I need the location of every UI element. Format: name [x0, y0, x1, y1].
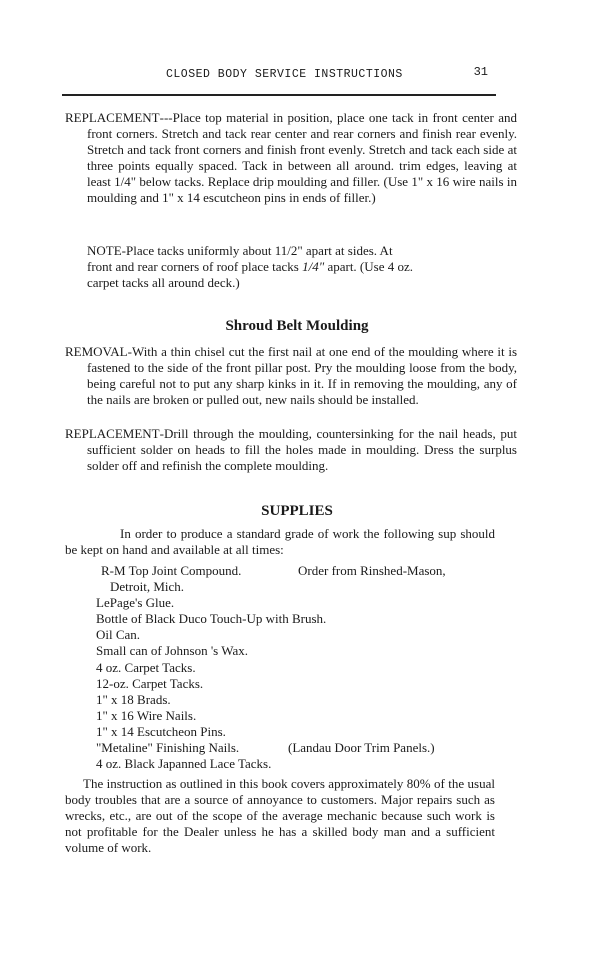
supplies-heading: SUPPLIES: [261, 503, 333, 519]
list-item: R-M Top Joint Compound. Order from Rinshed-Mason,: [101, 563, 446, 578]
replacement-text: ---Place top material in position, place one tack in front center and front corners. Stretch and tack rear center and rear corners and finish rear evenly. Stretch and tack front corners and finish front evenly. Stretch and tack each side at three points equally spaced. Tack in between all around. trim edges, leaving at least 1/4" below tacks. Replace drip moulding and filler. (Use 1" x 16 wire nails in moulding and 1" x 14 escutcheon pins in ends of filler.): [87, 110, 517, 206]
list-item: 4 oz. Black Japanned Lace Tacks.: [96, 756, 272, 772]
supplies-intro: In order to produce a standard grade of work the following sup should be kept on hand and available at all times:: [65, 526, 495, 558]
removal-paragraph: [65, 344, 517, 408]
list-item: 1" x 18 Brads.: [96, 691, 171, 707]
shroud-replacement-label: REPLACEMENT: [65, 426, 160, 441]
removal-label: REMOVAL: [65, 344, 128, 359]
note-line-3: carpet tacks all around deck.): [87, 275, 240, 290]
note-line-2a: front and rear corners of roof place tacks: [87, 259, 303, 274]
closing-paragraph: The instruction as outlined in this book covers approximately 80% of the usual body troubles that are a source of annoyance to customers. Major repairs such as wrecks, etc., are out of the scope of the average mechanic because such work is not profitable for the Dealer unless he has a skilled body man and a sufficient volume of work.: [65, 776, 495, 856]
list-item: Detroit, Mich.: [110, 579, 185, 595]
shroud-replacement-text: -Drill through the moulding, countersinking for the nail heads, put sufficient solder on heads to fill the holes made in moulding. Dress the surplus solder off and refinish the complete moulding.: [87, 426, 517, 474]
list-item: Oil Can.: [96, 627, 141, 643]
replacement-top-paragraph: [65, 110, 517, 207]
list-item: LePage's Glue.: [96, 595, 175, 611]
removal-text: -With a thin chisel cut the first nail at one end of the moulding where it is fastened to the side of the front pillar post. Pry the moulding loose from the body, being careful not to put any sharp kinks in it. If in removing the moulding, any of the nails are broken or pulled out, new nails should be installed.: [87, 344, 517, 408]
list-item-note: (Landau Door Trim Panels.): [288, 740, 435, 756]
page-number: 31: [473, 65, 488, 79]
note-line-2b: 1/4": [302, 259, 325, 274]
note-line-2c: apart. (Use 4 oz.: [324, 259, 414, 274]
list-item: Bottle of Black Duco Touch-Up with Brush.: [96, 611, 327, 627]
supplies-list: [96, 563, 496, 772]
list-item: Small can of Johnson 's Wax.: [96, 643, 248, 659]
note-line-2: [87, 259, 487, 275]
list-item: "Metaline" Finishing Nails. (Landau Door Trim Panels.): [96, 740, 435, 756]
list-item: 12-oz. Carpet Tacks.: [96, 675, 204, 691]
note-line-1: NOTE-Place tacks uniformly about 11/2" apart at sides. At: [87, 243, 393, 258]
shroud-heading: Shroud Belt Moulding: [225, 318, 369, 334]
shroud-replacement-paragraph: [65, 426, 517, 474]
list-item: 4 oz. Carpet Tacks.: [96, 659, 196, 675]
list-item: 1" x 14 Escutcheon Pins.: [96, 723, 226, 739]
list-item-note: Order from Rinshed-Mason,: [298, 563, 446, 578]
list-item: 1" x 16 Wire Nails.: [96, 707, 197, 723]
page-header: [62, 66, 496, 96]
replacement-label: REPLACEMENT: [65, 110, 160, 125]
running-head: CLOSED BODY SERVICE INSTRUCTIONS: [166, 68, 403, 81]
